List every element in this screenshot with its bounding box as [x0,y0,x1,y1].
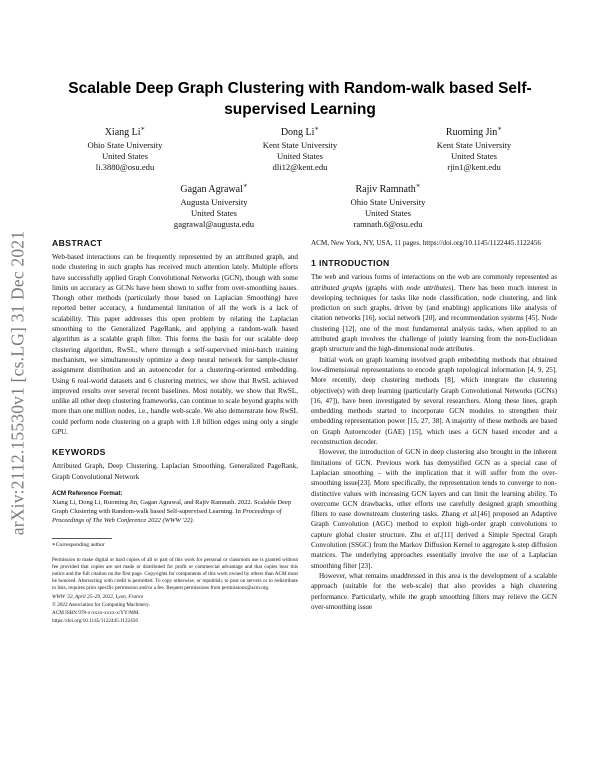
keywords-heading: KEYWORDS [52,447,106,458]
intro-paragraph-1: The web and various forms of interactions on the web are commonly represented as attributed graphs (graphs with node attributes). There has been much interest in developing techniques for tasks like node classification, node clustering, and link prediction on such graphs, driven by (and enabling) applications like analysis of citation networks [16], social network [20], and recommendation systems [45]. Node clustering [12], one of the most fundamental analysis tasks, when applied to an attributed graph involves the challenge of jointly learning from the non-Euclidean graph structure and the high-dimensional node attributes. [311,273,558,354]
author-email[interactable]: li.3880@osu.edu [95,161,155,172]
author-country: United States [101,150,149,161]
isbn-line: ACM ISBN 978-x-xxxx-xxxx-x/YY/MM. [52,609,140,616]
corresponding-mark: ∗ [314,124,320,133]
author-affiliation: Kent State University [262,139,338,150]
author-country: United States [190,207,238,218]
arxiv-id: arXiv:2112.15530v1 [cs.LG] 31 Dec 2021 [7,230,28,535]
author-name: Dong Li [280,127,315,138]
author-name: Gagan Agrawal [180,184,243,195]
author-country: United States [364,207,412,218]
reference-venue: Proceedings of Proceedings of The Web Conference 2022 (WWW '22). [52,508,282,525]
author-country: United States [450,150,498,161]
author-country: United States [276,150,324,161]
corresponding-mark: ∗ [415,181,421,190]
abstract-heading: ABSTRACT [52,238,103,248]
author-block [394,124,554,173]
author-affiliation: Ohio State University [87,139,163,150]
reference-format-text: Xiang Li, Dong Li, Ruoming Jin, Gagan Agrawal, and Rajiv Ramnath. 2022. Scalable Deep Graph Clustering with Random-walk based Self-supervised Learning. In Proceedings of Proceedings of The Web Conference 2022 (WWW '22). [52,498,292,525]
corresponding-mark: ∗ [140,124,146,133]
author-email[interactable]: ramnath.6@osu.edu [353,218,423,229]
left-column [52,238,298,625]
author-name: Rajiv Ramnath [355,184,416,195]
author-affiliation: Augusta University [180,196,248,207]
right-column [311,238,557,612]
author-email[interactable]: gagrawal@augusta.edu [173,218,255,229]
author-name: Xiang Li [104,127,141,138]
intro-paragraph-2: Initial work on graph learning involved graph embedding methods that obtained low-dimensional representations to encode graph topological information [4, 9, 25]. More recently, deep clustering methods [8], which integrate the clustering objective(s) with deep learning (particularly Graph Convolutional Networks (GCNs) [16, 47]), have been investigated by several researchers. Along these lines, graph embedding methods started to incorporate GCN modules to strengthen their embedding representation power [15, 27, 38]. A majority of these methods are based on Graph Autoencoder (GAE) [15], which uses a GCN based encoder and a reconstruction decoder. [311,355,557,447]
author-email[interactable]: rjin1@kent.edu [447,161,501,172]
corresponding-mark: ∗ [497,124,503,133]
intro-paragraph-3: However, the introduction of GCN in deep clustering also brought in the inherent limitations of GCN. Previous work has demystified GCN as a special case of Laplacian smoothing – with the implication that it will suffer from the over-smoothing issue[23]. More specifically, the representation tends to converge to non-distinctive values with increasing GCN layers and can limit the learning ability. To overcome GCN drawbacks, other efforts use carefully designed graph smoothing filters to ease downstream clustering tasks. Zhang et al.[46] proposed an Adaptive Graph Convolution (AGC) method to exploit high-order graph convolutions to capture global cluster structure. Zhu et al.[11] derived a Simple Spectral Graph Convolution (SSGC) from the Markov Diffusion Kernel to aggregate k-step diffusion matrices. The underlying approaches essentially involve the use of a Laplacian smoothing filter [23]. [311,448,557,570]
intro-paragraph-4: However, what remains unaddressed in this area is the development of a scalable approach (suitable for the web-scale) that also provides a high clustering performance. Particularly, while the graph smoothing filters may relieve the GCN over-smoothing issue [311,571,557,611]
corresponding-mark: ∗ [242,181,248,190]
arxiv-stamp [4,195,32,570]
author-email[interactable]: dli12@kent.edu [272,161,328,172]
copyright-line: © 2022 Association for Computing Machinery. [52,601,150,608]
doi-link[interactable]: https://doi.org/10.1145/1122445.1122456 [52,618,138,625]
permission-notice: Permission to make digital or hard copies of all or part of this work for personal or classroom use is granted without fee provided that copies are not made or distributed for profit or commercial advantage and that copies bear this notice and the full citation on the first page. Copyrights for components of this work owned by others than ACM must be honored. Abstracting with credit is permitted. To copy otherwise, or republish, to post on servers or to redistribute to lists, requires prior specific permission and/or a fee. Request permissions from permissions@acm.org. [52,556,298,592]
conference-info: WWW '22, April 25–29, 2022, Lyon, France [52,593,144,600]
footnote-rule [52,538,112,539]
author-name: Ruoming Jin [445,127,498,138]
author-affiliation: Kent State University [436,139,512,150]
author-block [220,124,380,173]
author-block [45,124,205,173]
author-block [134,181,294,230]
keywords-text: Attributed Graph, Deep Clustering, Laplacian Smoothing, Generalized PageRank, Graph Convolutional Network [52,462,298,481]
author-affiliation: Ohio State University [350,196,426,207]
reference-format-heading: ACM Reference Format: [52,489,123,497]
reference-format-continued: ACM, New York, NY, USA, 11 pages. https://doi.org/10.1145/1122445.1122456 [311,239,541,247]
introduction-heading: 1 INTRODUCTION [311,258,390,269]
author-block [308,181,468,230]
paper-title: Scalable Deep Graph Clustering with Random-walk based Self-supervised Learning [68,80,532,118]
abstract-text: Web-based interactions can be frequently represented by an attributed graph, and node clustering in such graphs has received much attention lately. Multiple efforts have successfully applied Graph Convolutional Networks (GCN), though with some limits on accuracy as GCNs have been shown to suffer from over-smoothing issues. Though other methods (particularly those based on Laplacian Smoothing) have reported better accuracy, a fundamental limitation of all the work is a lack of scalability. This paper addresses this open problem by relating the Laplacian smoothing to the Generalized PageRank, and applying a random-walk based algorithm as a scalable graph filter. This forms the basis for our scalable deep clustering algorithm, RwSL, where through a self-supervised mini-batch training mechanism, we simultaneously optimize a deep neural network for sample-cluster assignment distribution and an autoencoder for a clustering-oriented embedding. Using 6 real-world datasets and 6 clustering metrics, we show that RwSL achieved improved results over several recent baselines. Most notably, we show that RwSL, unlike all other deep clustering frameworks, can continue to scale beyond graphs with more than one million nodes, i.e., handle web-scale. We also demonstrate how RwSL could perform node clustering on a graph with 1.8 billion edges using only a single GPU. [52,253,298,437]
footnote: ∗Corresponding author [52,541,105,548]
